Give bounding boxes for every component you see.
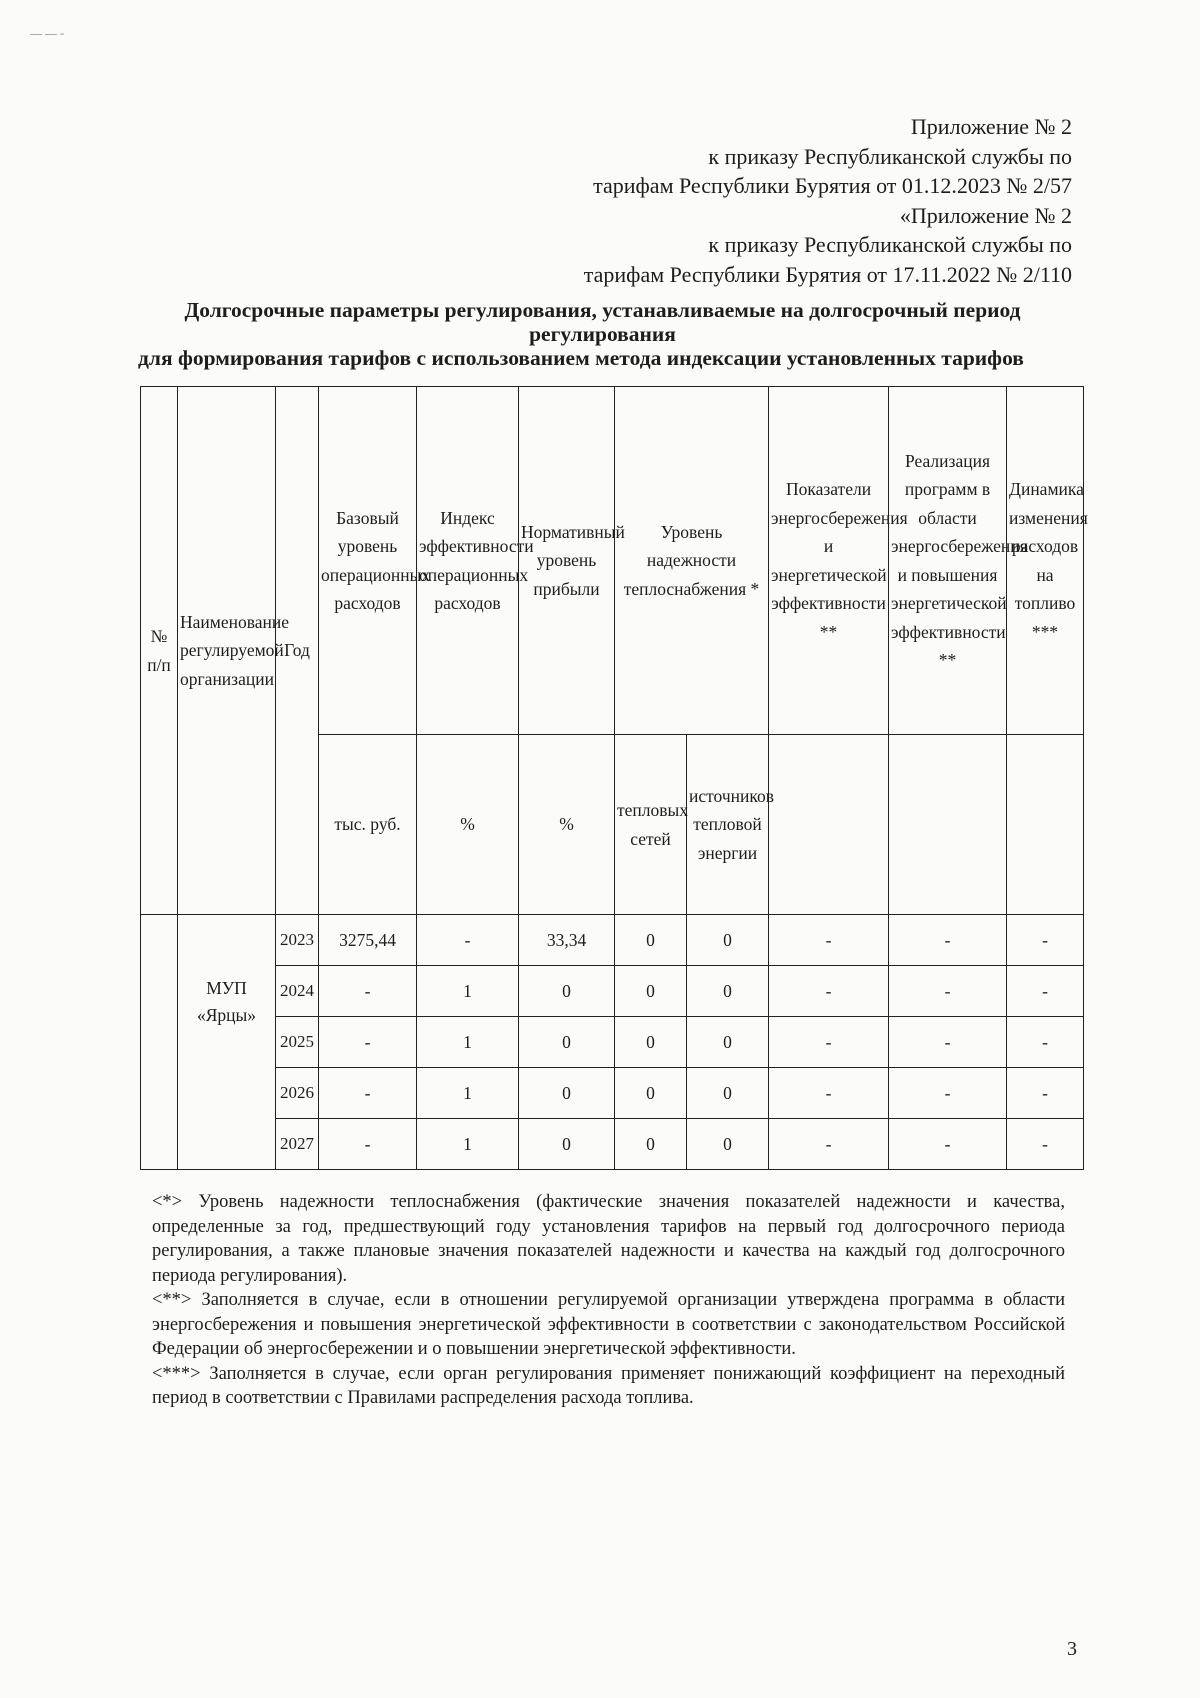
base-opex-cell: - bbox=[319, 966, 417, 1017]
base-opex-cell: - bbox=[319, 1119, 417, 1170]
heat-networks-cell: 0 bbox=[615, 1068, 687, 1119]
header-org: Наименование регулируемой организации bbox=[178, 387, 276, 915]
year-cell: 2023 bbox=[276, 915, 319, 966]
footnotes bbox=[152, 1190, 1065, 1411]
heat-sources-cell: 0 bbox=[687, 1068, 769, 1119]
profit-level-cell: 0 bbox=[519, 1119, 615, 1170]
unit-heat-networks: тепловых сетей bbox=[615, 735, 687, 915]
energy-programs-cell: - bbox=[889, 1119, 1007, 1170]
energy-programs-cell: - bbox=[889, 1068, 1007, 1119]
energy-indicators-cell: - bbox=[769, 1017, 889, 1068]
heat-sources-cell: 0 bbox=[687, 1119, 769, 1170]
header-line: тарифам Республики Бурятия от 17.11.2022 № 2/110 bbox=[583, 261, 1072, 287]
title-line: регулирования bbox=[529, 322, 676, 346]
heat-networks-cell: 0 bbox=[615, 966, 687, 1017]
document-title bbox=[130, 298, 1075, 370]
header-energy-programs: Реализация программ в области энергосбережения и повышения энергетической эффективности ** bbox=[889, 387, 1007, 735]
year-cell: 2025 bbox=[276, 1017, 319, 1068]
fuel-dynamics-cell: - bbox=[1007, 1017, 1084, 1068]
title-line: для формирования тарифов с использованием метода индексации установленных тарифов bbox=[138, 346, 1024, 370]
header-year: Год bbox=[276, 387, 319, 915]
appendix-header bbox=[584, 112, 1072, 289]
title-line: Долгосрочные параметры регулирования, устанавливаемые на долгосрочный период bbox=[184, 298, 1021, 322]
footnote-fuel: <***> Заполняется в случае, если орган регулирования применяет понижающий коэффициент на переходный период в соответствии с Правилами распределения расхода топлива. bbox=[152, 1363, 1065, 1408]
fuel-dynamics-cell: - bbox=[1007, 1068, 1084, 1119]
heat-sources-cell: 0 bbox=[687, 915, 769, 966]
page-number: 3 bbox=[1067, 1638, 1077, 1660]
energy-programs-cell: - bbox=[889, 966, 1007, 1017]
header-line: к приказу Республиканской службы по bbox=[708, 143, 1072, 169]
profit-level-cell: 33,34 bbox=[519, 915, 615, 966]
base-opex-cell: 3275,44 bbox=[319, 915, 417, 966]
energy-indicators-cell: - bbox=[769, 966, 889, 1017]
table-row bbox=[141, 1068, 1084, 1119]
table-row bbox=[141, 1119, 1084, 1170]
base-opex-cell: - bbox=[319, 1068, 417, 1119]
unit-efficiency-index: % bbox=[417, 735, 519, 915]
heat-networks-cell: 0 bbox=[615, 1017, 687, 1068]
unit-base-opex: тыс. руб. bbox=[319, 735, 417, 915]
year-cell: 2026 bbox=[276, 1068, 319, 1119]
parameters-table bbox=[140, 386, 1088, 1170]
unit-empty bbox=[769, 735, 889, 915]
row-number-cell bbox=[141, 915, 178, 1170]
fuel-dynamics-cell: - bbox=[1007, 1119, 1084, 1170]
header-line: «Приложение № 2 bbox=[899, 202, 1072, 228]
table-row bbox=[141, 915, 1084, 966]
table-row bbox=[141, 966, 1084, 1017]
scan-mark: — — - bbox=[30, 26, 64, 40]
profit-level-cell: 0 bbox=[519, 1068, 615, 1119]
efficiency-index-cell: 1 bbox=[417, 966, 519, 1017]
header-line: к приказу Республиканской службы по bbox=[708, 232, 1072, 257]
heat-networks-cell: 0 bbox=[615, 1119, 687, 1170]
heat-sources-cell: 0 bbox=[687, 966, 769, 1017]
header-num: № п/п bbox=[141, 387, 178, 915]
base-opex-cell: - bbox=[319, 1017, 417, 1068]
footnote-energy-program: <**> Заполняется в случае, если в отношении регулируемой организации утверждена программа в области энергосбережения и повышения энергетической эффективности в соответствии с законодательством Российской Федерации об энергосбережении и о повышении энергетической эффективности. bbox=[152, 1290, 1065, 1359]
profit-level-cell: 0 bbox=[519, 1017, 615, 1068]
year-cell: 2024 bbox=[276, 966, 319, 1017]
heat-networks-cell: 0 bbox=[615, 915, 687, 966]
efficiency-index-cell: 1 bbox=[417, 1119, 519, 1170]
heat-sources-cell: 0 bbox=[687, 1017, 769, 1068]
header-line: тарифам Республики Бурятия от 01.12.2023 № 2/57 bbox=[593, 173, 1072, 198]
fuel-dynamics-cell: - bbox=[1007, 966, 1084, 1017]
unit-empty bbox=[889, 735, 1007, 915]
profit-level-cell: 0 bbox=[519, 966, 615, 1017]
unit-empty bbox=[1007, 735, 1084, 915]
header-line: Приложение № 2 bbox=[910, 114, 1072, 139]
unit-profit-level: % bbox=[519, 735, 615, 915]
energy-indicators-cell: - bbox=[769, 1068, 889, 1119]
fuel-dynamics-cell: - bbox=[1007, 915, 1084, 966]
table-row bbox=[141, 1017, 1084, 1068]
efficiency-index-cell: - bbox=[417, 915, 519, 966]
header-base-opex: Базовый уровень операционных расходов bbox=[319, 387, 417, 735]
unit-heat-sources: источников тепловой энергии bbox=[687, 735, 769, 915]
energy-programs-cell: - bbox=[889, 915, 1007, 966]
header-fuel-dynamics: Динамика изменения расходов на топливо *** bbox=[1007, 387, 1084, 735]
year-cell: 2027 bbox=[276, 1119, 319, 1170]
header-energy-indicators: Показатели энергосбережения и энергетической эффективности ** bbox=[769, 387, 889, 735]
efficiency-index-cell: 1 bbox=[417, 1068, 519, 1119]
energy-programs-cell: - bbox=[889, 1017, 1007, 1068]
header-efficiency-index: Индекс эффективности операционных расходов bbox=[417, 387, 519, 735]
efficiency-index-cell: 1 bbox=[417, 1017, 519, 1068]
footnote-reliability: <*> Уровень надежности теплоснабжения (фактические значения показателей надежности и качества, определенные за год, предшествующий году установления тарифов на первый год долгосрочного периода регулирования, а также плановые значения показателей надежности и качества на каждый год долгосрочного периода регулирования). bbox=[152, 1192, 1065, 1286]
energy-indicators-cell: - bbox=[769, 915, 889, 966]
org-name: МУП «Ярцы» bbox=[178, 915, 276, 1170]
header-reliability: Уровень надежности теплоснабжения * bbox=[615, 387, 769, 735]
header-profit-level: Нормативный уровень прибыли bbox=[519, 387, 615, 735]
energy-indicators-cell: - bbox=[769, 1119, 889, 1170]
